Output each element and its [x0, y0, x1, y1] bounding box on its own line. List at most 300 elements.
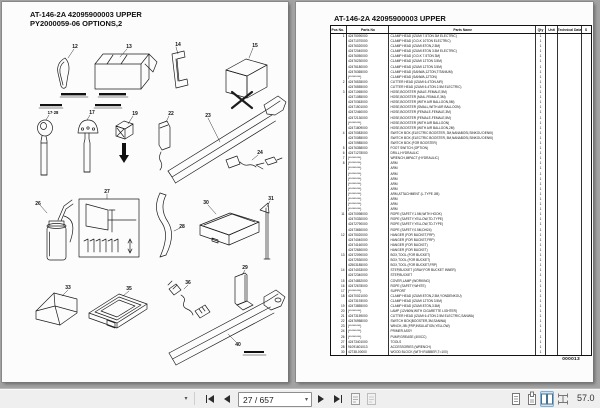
previous-view-button[interactable]	[348, 391, 362, 407]
svg-text:35: 35	[126, 286, 132, 292]
cell-technical-data	[558, 350, 582, 355]
cell-qty: 1	[536, 279, 546, 284]
cell-parts-name: CLAMP HEAD (IZUMI 8TON,2.5M)	[389, 44, 536, 49]
cell-qty: 1	[536, 273, 546, 278]
zoom-level-label: 57.0	[577, 393, 595, 403]
next-view-icon	[365, 392, 378, 406]
cell-pos-no: 11	[331, 212, 347, 217]
cell-qty: 1	[536, 299, 546, 304]
header-unit: Unit	[546, 26, 558, 33]
cell-qty: 1	[536, 202, 546, 207]
cell-qty: 1	[536, 116, 546, 121]
cell-qty: 1	[536, 75, 546, 80]
parts-diagram	[2, 2, 288, 382]
cell-qty: 1	[536, 85, 546, 90]
cell-parts-no: (*********)	[347, 177, 389, 182]
cell-pos-no: 14	[331, 268, 347, 273]
cell-qty: 1	[536, 187, 546, 192]
cell-pos-no: 19	[331, 304, 347, 309]
table-row	[331, 350, 591, 355]
cell-parts-no: 91091601013	[347, 345, 389, 350]
cell-pos-no: 7	[331, 156, 347, 161]
cell-parts-no: 42470363000	[347, 100, 389, 105]
diagram-callout-numbers	[35, 42, 274, 348]
diagram-item-27-toolkit-box	[79, 194, 139, 257]
cell-pos-no: 1	[331, 34, 347, 39]
cell-qty: 1	[536, 166, 546, 171]
cell-parts-no: 42471085000	[347, 95, 389, 100]
diagram-item-14-bracket	[172, 47, 188, 88]
diagram-item-17-28-clamp-tool	[38, 115, 53, 175]
cell-pos-no: 26	[331, 335, 347, 340]
previous-view-icon	[349, 392, 362, 406]
cell-parts-name: CLAMP HEAD (O.D.K 7.5TON 3M)	[389, 54, 536, 59]
cell-parts-no: (*********)	[347, 121, 389, 126]
cell-parts-no: 42470985000	[347, 141, 389, 146]
cell-parts-name: ARM,ATTACHMENT (L-TYPE JIB)	[389, 192, 536, 197]
cell-parts-no: 42473193000	[347, 299, 389, 304]
cell-qty: 1	[536, 238, 546, 243]
cell-parts-name: CLAMP HEAD (IZUMI 8TON 3.5M ELECTRIC)	[389, 49, 536, 54]
cell-qty: 1	[536, 80, 546, 85]
cell-parts-no: 42470098000	[347, 212, 389, 217]
cell-parts-name: STEP,BUCKET (GRAY,FOR BUCKET INNER)	[389, 268, 536, 273]
cell-parts-no: 42476180000	[347, 65, 389, 70]
svg-text:17: 17	[89, 110, 95, 116]
cell-parts-no: 42472340000	[347, 273, 389, 278]
cell-parts-name: WINCH,JIB (FRP,INSULATION,YELLOW)	[389, 324, 536, 329]
page-number-value: 27 / 657	[243, 394, 274, 405]
header-pos-no: Pos No.	[331, 26, 347, 33]
cell-parts-no: 42474852000	[347, 279, 389, 284]
svg-text:12: 12	[72, 44, 78, 50]
svg-text:22: 22	[168, 111, 174, 117]
cell-parts-no: 42476230000	[347, 59, 389, 64]
cell-parts-name: CLAMP HEAD (SANWA,12TON)	[389, 75, 536, 80]
cell-qty: 1	[536, 222, 546, 227]
cell-pos-no: 18	[331, 294, 347, 299]
cell-parts-no: 42476958000	[347, 319, 389, 324]
cell-parts-name: ARM	[389, 177, 536, 182]
cell-parts-name: COVER,LAMP (WORKING)	[389, 279, 536, 284]
cell-pos-no: 24	[331, 329, 347, 334]
cell-parts-no: 42476050000	[347, 54, 389, 59]
cell-parts-no: 42472790000	[347, 222, 389, 227]
parts-table-header	[331, 26, 591, 34]
cell-qty: 1	[536, 172, 546, 177]
cell-parts-no: (*********)	[347, 161, 389, 166]
diagram-item-30-flat-case	[200, 205, 259, 245]
header-parts-name: Parts Name	[389, 26, 536, 33]
cell-parts-no: (*********)	[347, 309, 389, 314]
cell-parts-no: 42474040000	[347, 238, 389, 243]
svg-text:27: 27	[104, 189, 110, 195]
cell-parts-name: CLAMP HEAD (SANWA,12TON,TITANIUM)	[389, 70, 536, 75]
parts-list-title: AT-146-2A 42095900003 UPPER	[334, 14, 446, 23]
cell-parts-no: 42473855000	[347, 304, 389, 309]
cell-parts-name: CUTTER HEAD (IZUMI 6.4TON 2.5M ELECTRIC)	[389, 85, 536, 90]
cell-pos-no: 8	[331, 161, 347, 166]
diagram-item-29-upright	[235, 270, 253, 310]
cell-parts-no: (*********)	[347, 197, 389, 202]
cell-qty: 1	[536, 126, 546, 131]
last-page-button[interactable]	[330, 391, 346, 407]
cell-parts-no: (*********)	[347, 207, 389, 212]
cell-parts-name: ARM	[389, 166, 536, 171]
continuous-view-button[interactable]	[525, 391, 539, 407]
cell-pos-no: 16	[331, 284, 347, 289]
diagram-item-15-cube	[226, 48, 267, 108]
diagram-item-24-assembly	[226, 155, 282, 169]
cell-parts-no: (*********)	[347, 156, 389, 161]
cell-pos-no: 15	[331, 279, 347, 284]
cell-qty: 1	[536, 289, 546, 294]
cell-pos-no: 20	[331, 309, 347, 314]
parts-table-body	[331, 34, 591, 355]
first-page-icon	[206, 395, 208, 403]
cell-parts-no: (*********)	[347, 166, 389, 171]
svg-text:28: 28	[179, 224, 185, 230]
cell-parts-name: SWITCH BOX(BOOSTER,3M,SANWA)	[389, 319, 536, 324]
cell-parts-no: 42471809000	[347, 126, 389, 131]
cell-pos-no: 30	[331, 350, 347, 355]
cell-parts-name: CLAMP HEAD (O.D.K 10TON ELECTRIC)	[389, 39, 536, 44]
cell-serial	[582, 350, 590, 355]
cell-parts-no: (*********)	[347, 202, 389, 207]
diagram-item-23-beam	[168, 96, 286, 183]
cell-parts-name: SUPPORT	[389, 289, 536, 294]
cell-parts-no: 42470330000	[347, 217, 389, 222]
facing-pages-view-button[interactable]	[540, 391, 554, 407]
cell-qty: 1	[536, 294, 546, 299]
cell-parts-name: ROPE (SAFETY,YELLOW,TD-TYPE)	[389, 217, 536, 222]
cell-parts-name: ROPE (SAFETY,0.5M,DH24)	[389, 228, 536, 233]
single-page-view-icon	[509, 391, 523, 407]
cell-qty: 1	[536, 49, 546, 54]
cell-qty: 1	[536, 314, 546, 319]
cell-parts-name: STEP,BUCKET	[389, 273, 536, 278]
viewer-toolbar	[0, 388, 600, 408]
cell-qty: 1	[536, 197, 546, 202]
cell-qty: 1	[536, 141, 546, 146]
cell-parts-name: LAMP (12V60W,WITH CIGARETTE LIGHTER)	[389, 309, 536, 314]
diagram-item-13-box	[95, 49, 157, 89]
cell-qty: 1	[536, 182, 546, 187]
cell-parts-no: 42503185000	[347, 263, 389, 268]
cell-parts-name: ARM	[389, 172, 536, 177]
cell-parts-no: 42472678000	[347, 284, 389, 289]
cell-qty: 1	[536, 59, 546, 64]
cell-parts-no: 42470085000	[347, 136, 389, 141]
cell-qty: 1	[536, 335, 546, 340]
cell-qty: 1	[536, 309, 546, 314]
cell-qty: 1	[536, 345, 546, 350]
cell-parts-name: HOSE,BOOSTER (MALE-FEMALE,5M)	[389, 90, 536, 95]
cell-parts-name: CLAMP HEAD (IZUMI 8TON,3.5M)	[389, 304, 536, 309]
cell-parts-no: 42476555000	[347, 85, 389, 90]
cell-parts-name: ARM	[389, 197, 536, 202]
cell-parts-name: ROPE (SAFETY,YELLOW,TD-TYPE)	[389, 222, 536, 227]
next-page-icon	[318, 395, 324, 403]
cell-pos-no: 4	[331, 131, 347, 136]
cell-parts-no: (*********)	[347, 187, 389, 192]
cell-parts-name: HANGER (FOR BUCKET)	[389, 248, 536, 253]
cell-parts-name: SWITCH BOX (ELECTRIC BOOSTER, 5M,NANABOSI,SINKOU DENKI)	[389, 136, 536, 141]
cell-qty: 1	[536, 268, 546, 273]
cell-parts-no: (*********)	[347, 324, 389, 329]
cell-parts-name: BOX,TOOL (FOR BUCKET)	[389, 258, 536, 263]
svg-text:36: 36	[185, 280, 191, 286]
svg-text:14: 14	[175, 42, 181, 48]
cell-parts-no: 42472460000	[347, 110, 389, 115]
cell-qty: 1	[536, 54, 546, 59]
cell-qty: 1	[536, 156, 546, 161]
cell-qty: 1	[536, 319, 546, 324]
cell-qty: 1	[536, 217, 546, 222]
cell-qty: 1	[536, 161, 546, 166]
next-page-button[interactable]	[315, 391, 327, 407]
cell-parts-name: ROPE (SAFETY,1.5M,WITH HOOK)	[389, 212, 536, 217]
cell-parts-no: (*********)	[347, 192, 389, 197]
single-page-view-button[interactable]	[509, 391, 523, 407]
cell-parts-name: CLAMP HEAD (IZUMI 12TON 3.5M)	[389, 299, 536, 304]
cell-pos-no: 21	[331, 314, 347, 319]
svg-text:23: 23	[205, 113, 211, 119]
cell-pos-no: 22	[331, 319, 347, 324]
cell-qty: 1	[536, 233, 546, 238]
cell-parts-name: DRILL,HYDRAULIC	[389, 151, 536, 156]
cell-parts-name: HOSE,BOOSTER (SMALL,WITH AIR BALLOON)	[389, 105, 536, 110]
cell-parts-no: 42471278000	[347, 151, 389, 156]
cell-parts-name: WRENCH,IMPACT (HYDRAULIC)	[389, 156, 536, 161]
cell-unit	[546, 350, 558, 355]
cell-qty: 1	[536, 146, 546, 151]
diagram-item-35-frame	[89, 291, 147, 328]
cell-parts-name: BOX,TOOL (FOR BUCKET,FRP)	[389, 263, 536, 268]
svg-text:15: 15	[252, 43, 258, 49]
cell-parts-name: CLAMP HEAD (IZUMI 7.5TON 3M ELECTRIC)	[389, 34, 536, 39]
cell-pos-no: 17	[331, 289, 347, 294]
cell-parts-no: 42472650000	[347, 248, 389, 253]
diagram-item-26-pump	[40, 200, 73, 260]
cell-parts-no: 42475090000	[347, 34, 389, 39]
cell-qty: 1	[536, 253, 546, 258]
header-parts-no: Parts No	[347, 26, 389, 33]
facing-pages-view-icon	[540, 391, 554, 407]
fit-width-view-button[interactable]	[556, 391, 570, 407]
svg-text:17·28: 17·28	[47, 110, 59, 115]
cell-parts-no: 42473159000	[347, 314, 389, 319]
cell-parts-name: HOSE,BOOSTER (WITH AIR BALLOON)	[389, 121, 536, 126]
svg-text:26: 26	[35, 201, 41, 207]
cell-qty: 1	[536, 304, 546, 309]
cell-qty: 1	[536, 100, 546, 105]
diagram-item-28-bent-bar	[156, 193, 180, 257]
cell-pos-no: 12	[331, 233, 347, 238]
cell-parts-name: HOSE,BOOSTER (FEMALE-FEMALE,5M)	[389, 116, 536, 121]
cell-qty: 1	[536, 228, 546, 233]
cell-parts-name: FOOT SWITCH (OPTION)	[389, 146, 536, 151]
diagram-item-19-block-arrow	[116, 116, 133, 163]
cell-parts-name: ARM	[389, 207, 536, 212]
cell-qty: 1	[536, 192, 546, 197]
cell-qty: 1	[536, 105, 546, 110]
diagram-title-line1: AT-146-2A 42095900003 UPPER	[30, 10, 142, 19]
cell-qty: 1	[536, 350, 546, 355]
cell-parts-name: HANGER (FOR BUCKET,FRP)	[389, 233, 536, 238]
cell-parts-no: 42473401000	[347, 340, 389, 345]
cell-qty: 1	[536, 90, 546, 95]
svg-text:24: 24	[257, 150, 263, 156]
cell-parts-name: ACCESSORIES (WRENCH)	[389, 345, 536, 350]
cell-pos-no: 28	[331, 345, 347, 350]
combo-caret-icon: ▾	[304, 397, 308, 403]
cell-parts-no: (*********)	[347, 289, 389, 294]
cell-parts-no: 42476020000	[347, 44, 389, 49]
dropdown-caret-icon[interactable]: ▾	[178, 392, 195, 405]
cell-parts-name: CUTTER HEAD (IZUMI 6.4TON 2.5M ELECTRIC,SANWA)	[389, 314, 536, 319]
cell-qty: 1	[536, 110, 546, 115]
continuous-view-icon	[525, 391, 539, 407]
cell-parts-name: CLAMP HEAD (IZUMI 12TON 3.5M)	[389, 59, 536, 64]
cell-parts-no: (*********)	[347, 329, 389, 334]
diagram-item-33-wedge-block	[36, 290, 77, 325]
cell-parts-no: (*********)	[347, 172, 389, 177]
cell-qty: 1	[536, 39, 546, 44]
cell-parts-name: CLAMP HEAD (IZUMI 12TON 3.5M)	[389, 65, 536, 70]
cell-pos-no: 6	[331, 151, 347, 156]
next-view-button[interactable]	[364, 391, 378, 407]
cell-parts-no: (*********)	[347, 182, 389, 187]
parts-table	[330, 25, 592, 356]
cell-qty: 1	[536, 258, 546, 263]
cell-qty: 1	[536, 70, 546, 75]
cell-parts-no: 42474033000	[347, 268, 389, 273]
cell-parts-name: ARM	[389, 187, 536, 192]
cell-parts-name: SWITCH BOX (FOR BOOSTER)	[389, 141, 536, 146]
parts-list-page	[296, 2, 593, 382]
cell-parts-no: 42476535000	[347, 80, 389, 85]
cell-parts-name: HANGER (FOR BUCKET)	[389, 243, 536, 248]
cell-qty: 1	[536, 248, 546, 253]
cell-parts-no: 42472130000	[347, 116, 389, 121]
cell-parts-name: BOX,TOOL (FOR BUCKET)	[389, 253, 536, 258]
diagram-item-40-beam	[169, 290, 285, 365]
cell-pos-no: 3	[331, 90, 347, 95]
fit-width-view-icon	[556, 391, 570, 407]
cell-qty: 1	[536, 207, 546, 212]
svg-text:30: 30	[203, 200, 209, 206]
cell-parts-no: 42476358000	[347, 146, 389, 151]
cell-pos-no: 2	[331, 80, 347, 85]
cell-qty: 1	[536, 329, 546, 334]
svg-text:19: 19	[132, 111, 138, 117]
cell-parts-no: (*********)	[347, 75, 389, 80]
cell-parts-no: 42738-00000	[347, 350, 389, 355]
cell-parts-no: 42475020000	[347, 233, 389, 238]
cell-parts-name: PUMP,GREASE (400CC)	[389, 335, 536, 340]
cell-pos-no: 27	[331, 340, 347, 345]
cell-pos-no: 23	[331, 324, 347, 329]
cell-parts-name: TOOLS	[389, 340, 536, 345]
first-page-button[interactable]	[202, 391, 218, 407]
cell-parts-name: HANGER (FOR BUCKET,FRP)	[389, 238, 536, 243]
diagram-item-31-rod	[260, 201, 270, 259]
cell-qty: 1	[536, 340, 546, 345]
cell-parts-name: ARM	[389, 202, 536, 207]
cell-qty: 1	[536, 136, 546, 141]
cell-parts-no: 42473650000	[347, 228, 389, 233]
cell-pos-no: 5	[331, 146, 347, 151]
last-page-icon	[334, 395, 340, 403]
cell-parts-no: (*********)	[347, 335, 389, 340]
cell-qty: 1	[536, 131, 546, 136]
cell-parts-name: CLAMP HEAD (IZUMI 8TON,2.5M,YONDENKOU)	[389, 294, 536, 299]
cell-parts-name: ARM	[389, 182, 536, 187]
cell-qty: 1	[536, 243, 546, 248]
cell-qty: 1	[536, 121, 546, 126]
cell-qty: 1	[536, 95, 546, 100]
cell-parts-no: 42470083000	[347, 131, 389, 136]
svg-text:13: 13	[126, 44, 132, 50]
cell-parts-name: HOSE,BOOSTER (FEMALE-FEMALE,3M)	[389, 110, 536, 115]
cell-parts-name: ROPE (SAFETY,WHITE)	[389, 284, 536, 289]
cell-pos-no: 13	[331, 253, 347, 258]
diagram-item-22-connector	[159, 116, 170, 170]
diagram-item-17-dome-tool	[78, 115, 98, 172]
cell-qty: 1	[536, 34, 546, 39]
cell-qty: 1	[536, 151, 546, 156]
cell-parts-no: 42476365000	[347, 70, 389, 75]
cell-parts-name: HOSE,BOOSTER (WITH AIR BALLOON,5M)	[389, 100, 536, 105]
previous-page-icon	[224, 395, 230, 403]
cell-parts-name: ARM	[389, 161, 536, 166]
cell-parts-name: PRIMER ASSY	[389, 329, 536, 334]
diagram-item-36-cable	[168, 281, 210, 318]
diagram-title-line2: PY2000059-06 OPTIONS,2	[30, 19, 123, 28]
header-technical-data: Technical Data	[558, 27, 582, 32]
svg-text:40: 40	[235, 342, 241, 348]
cell-parts-no: 42471065000	[347, 90, 389, 95]
cell-parts-no: 42471070000	[347, 39, 389, 44]
diagram-item-12-clip	[58, 49, 74, 88]
cell-parts-no: 42472530000	[347, 258, 389, 263]
cell-parts-no: 42474160000	[347, 243, 389, 248]
cell-parts-name: SWITCH BOX (ELECTRIC BOOSTER, 3M,NANABOSI,SINKOU DENKI)	[389, 131, 536, 136]
cell-qty: 1	[536, 44, 546, 49]
cell-parts-name: CUTTER HEAD (IZUMI 6.4TON AIR)	[389, 80, 536, 85]
cell-qty: 1	[536, 177, 546, 182]
page-number-combo[interactable]	[238, 392, 312, 407]
header-serial: S	[584, 27, 588, 32]
cell-parts-no: 42472090000	[347, 253, 389, 258]
cell-qty: 1	[536, 65, 546, 70]
cell-parts-name: HOSE,BOOSTER (MAIL-FEMALE,3M)	[389, 95, 536, 100]
cell-parts-no: 42471501000	[347, 105, 389, 110]
cell-qty: 1	[536, 263, 546, 268]
cell-parts-name: WOOD BLOCK (WITH RUBBER,T=100)	[389, 350, 536, 355]
svg-text:29: 29	[242, 265, 248, 271]
page-code: 000013	[562, 357, 580, 362]
diagram-page	[2, 2, 288, 382]
cell-qty: 1	[536, 324, 546, 329]
cell-parts-no: 42470021000	[347, 294, 389, 299]
cell-qty: 1	[536, 284, 546, 289]
svg-text:33: 33	[65, 285, 71, 291]
previous-page-button[interactable]	[221, 391, 233, 407]
cell-parts-name: HOSE,BOOSTER (WITH AIR BALLOON,2M)	[389, 126, 536, 131]
cell-qty: 1	[536, 212, 546, 217]
